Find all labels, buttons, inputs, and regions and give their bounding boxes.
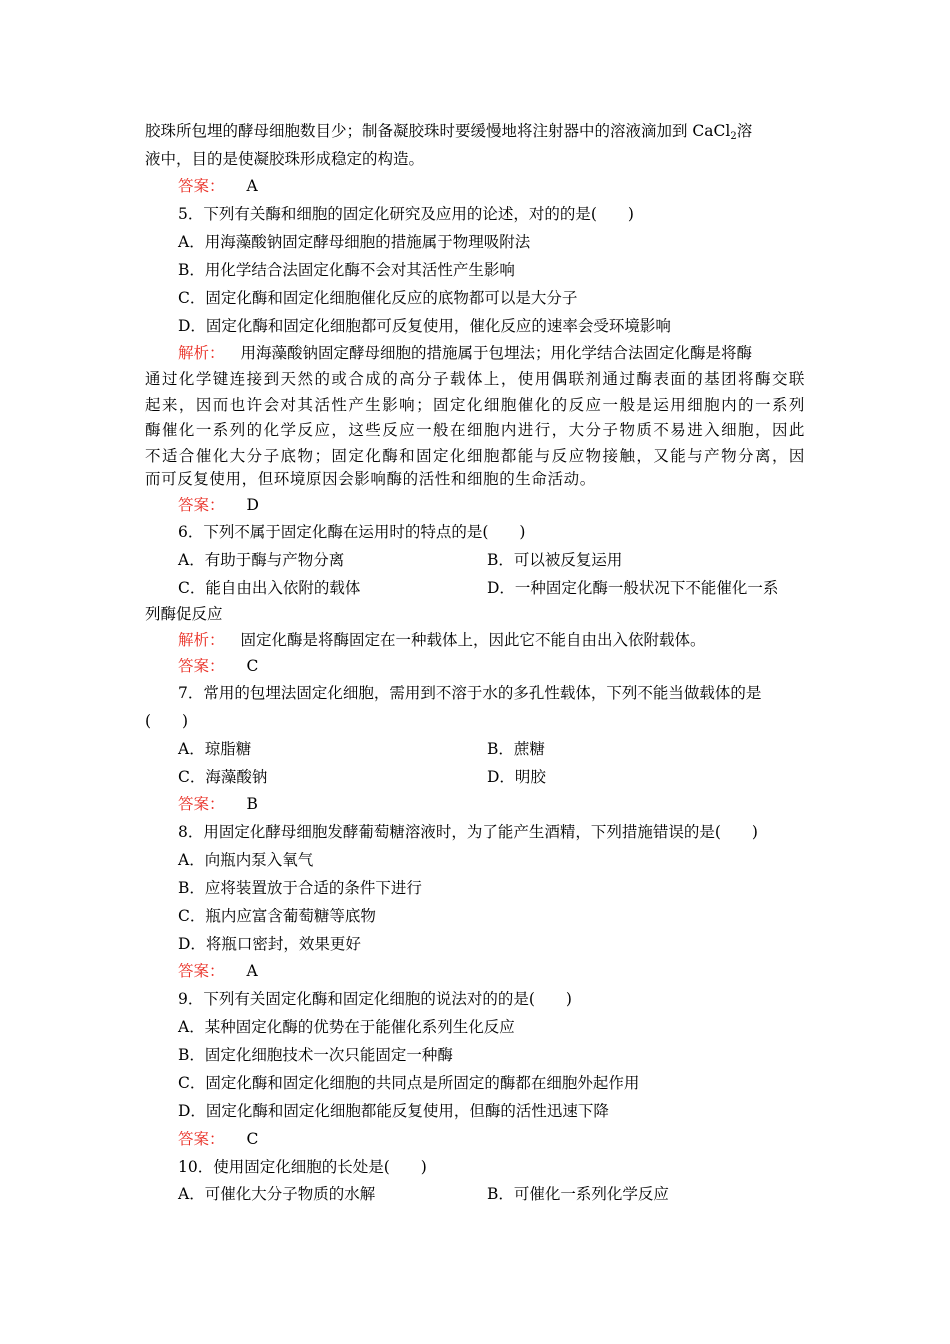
q7-stem-cont: ( ) xyxy=(145,712,189,730)
explain-text: 用海藻酸钠固定酵母细胞的措施属于包埋法；用化学结合法固定化酶是将酶 xyxy=(240,344,753,362)
q5-explain-line-5: 不适合催化大分子底物；固定化酶和固定化细胞都能与反应物接触，又能与产物分离，因 xyxy=(145,447,805,465)
q7-option-b: B．蔗糖 xyxy=(487,740,545,758)
intro-text: 胶珠所包埋的酵母细胞数目少；制备凝胶珠时要缓慢地将注射器中的溶液滴加到 CaCl xyxy=(145,122,731,140)
q5-explain-line-3: 起来，因而也许会对其活性产生影响；固定化细胞催化的反应一般是运用细胞内的一系列 xyxy=(145,396,805,414)
q5-option-c: C．固定化酶和固定化细胞催化反应的底物都可以是大分子 xyxy=(178,289,578,307)
q6-option-d-cont: 列酶促反应 xyxy=(145,605,223,623)
q9-option-c: C．固定化酶和固定化细胞的共同点是所固定的酶都在细胞外起作用 xyxy=(178,1074,640,1092)
q5-explain-line-2: 通过化学键连接到天然的或合成的高分子载体上，使用偶联剂通过酶表面的基团将酶交联 xyxy=(145,370,805,388)
subscript: 2 xyxy=(730,131,737,142)
q10-option-a: A．可催化大分子物质的水解 xyxy=(178,1185,376,1203)
q8-option-c: C．瓶内应富含葡萄糖等底物 xyxy=(178,907,376,925)
answer-value: A xyxy=(246,962,258,980)
q7-option-d: D．明胶 xyxy=(487,768,546,786)
q5-answer xyxy=(178,495,259,515)
q5-explain-line-4: 酶催化一系列的化学反应，这些反应一般在细胞内进行，大分子物质不易进入细胞，因此 xyxy=(145,421,805,439)
q5-option-d: D．固定化酶和固定化细胞都可反复使用，催化反应的速率会受环境影响 xyxy=(178,317,671,335)
q10-option-b: B．可催化一系列化学反应 xyxy=(487,1185,669,1203)
q6-answer xyxy=(178,656,258,676)
answer-value: C xyxy=(246,1130,259,1148)
q7-option-c: C．海藻酸钠 xyxy=(178,768,268,786)
q9-option-a: A．某种固定化酶的优势在于能催化系列生化反应 xyxy=(178,1018,515,1036)
q7-stem: 7．常用的包埋法固定化细胞，需用到不溶于水的多孔性载体，下列不能当做载体的是 xyxy=(178,684,762,702)
q6-option-d: D．一种固定化酶一般状况下不能催化一系 xyxy=(487,579,779,597)
explain-label: 解析： xyxy=(178,631,225,649)
q9-option-d: D．固定化酶和固定化细胞都能反复使用，但酶的活性迅速下降 xyxy=(178,1102,609,1120)
intro-text-end: 溶 xyxy=(736,122,753,140)
q5-explain-line-1 xyxy=(178,343,752,363)
q6-explain xyxy=(178,630,706,650)
q5-explain-line-6: 而可反复使用，但环境原因会影响酶的活性和细胞的生命活动。 xyxy=(145,470,596,488)
q8-option-b: B．应将装置放于合适的条件下进行 xyxy=(178,879,422,897)
q8-option-d: D．将瓶口密封，效果更好 xyxy=(178,935,361,953)
q7-option-a: A．琼脂糖 xyxy=(178,740,252,758)
q10-stem: 10．使用固定化细胞的长处是( ) xyxy=(178,1158,427,1176)
answer-value: D xyxy=(246,496,259,514)
q9-option-b: B．固定化细胞技术一次只能固定一种酶 xyxy=(178,1046,453,1064)
q4-answer xyxy=(178,176,258,196)
answer-value: C xyxy=(246,657,259,675)
q6-option-a: A．有助于酶与产物分离 xyxy=(178,551,345,569)
answer-label: 答案： xyxy=(178,795,225,813)
q8-stem: 8．用固定化酵母细胞发酵葡萄糖溶液时，为了能产生酒精，下列措施错误的是( ) xyxy=(178,823,758,841)
intro-line-2: 液中，目的是使凝胶珠形成稳定的构造。 xyxy=(145,150,425,168)
q7-answer xyxy=(178,794,258,814)
answer-label: 答案： xyxy=(178,1130,225,1148)
explain-text: 固定化酶是将酶固定在一种载体上，因此它不能自由出入依附载体。 xyxy=(240,631,706,649)
q5-option-a: A．用海藻酸钠固定酵母细胞的措施属于物理吸附法 xyxy=(178,233,531,251)
answer-label: 答案： xyxy=(178,496,225,514)
answer-value: A xyxy=(246,177,258,195)
q9-answer xyxy=(178,1129,258,1149)
q5-option-b: B．用化学结合法固定化酶不会对其活性产生影响 xyxy=(178,261,515,279)
q9-stem: 9．下列有关固定化酶和固定化细胞的说法对的的是( ) xyxy=(178,990,572,1008)
q5-stem: 5．下列有关酶和细胞的固定化研究及应用的论述，对的的是( ) xyxy=(178,205,634,223)
answer-label: 答案： xyxy=(178,177,225,195)
answer-value: B xyxy=(246,795,258,813)
q6-option-b: B．可以被反复运用 xyxy=(487,551,623,569)
explain-label: 解析： xyxy=(178,344,225,362)
q8-answer xyxy=(178,961,258,981)
q6-option-c: C．能自由出入依附的载体 xyxy=(178,579,361,597)
answer-label: 答案： xyxy=(178,962,225,980)
intro-line-1 xyxy=(145,121,752,141)
q6-stem: 6．下列不属于固定化酶在运用时的特点的是( ) xyxy=(178,523,526,541)
q8-option-a: A．向瓶内泵入氧气 xyxy=(178,851,314,869)
answer-label: 答案： xyxy=(178,657,225,675)
